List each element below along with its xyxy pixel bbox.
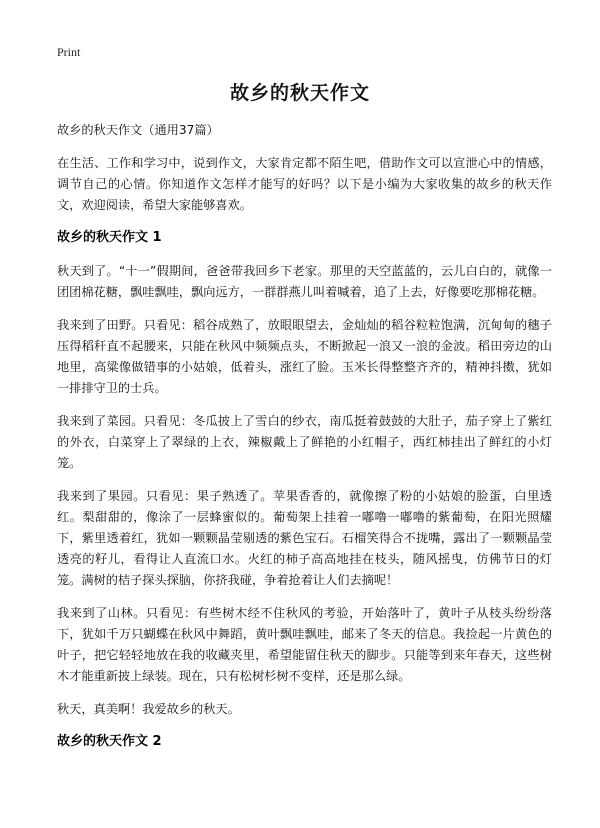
paragraph: 秋天到了。“十一”假期间，爸爸带我回乡下老家。那里的天空蓝蓝的，云儿白白的，就像一团团棉花糖，飘哇飘哇，飘向远方，一群群燕儿叫着喊着，追了上去，好像要吃那棉花糖。 xyxy=(57,264,552,299)
article-subtitle: 故乡的秋天作文（通用37篇） xyxy=(57,123,219,137)
print-link[interactable]: Print xyxy=(57,45,81,59)
paragraph: 我来到了山林。只看见：有些树木经不住秋风的考验，开始落叶了，黄叶子从枝头纷纷落下，犹如千万只蝴蝶在秋风中舞蹈，黄叶飘哇飘哇，邮来了冬天的信息。我捡起一片黄色的叶子，把它轻轻地放在我的收藏夹里，希望能留住秋天的脚步。只能等到来年春天，这些树木才能重新披上绿装。现在，只有松树杉树不变样，还是那么绿。 xyxy=(57,606,552,683)
section-heading: 故乡的秋天作文 2 xyxy=(57,734,162,749)
page-title: 故乡的秋天作文 xyxy=(229,82,370,104)
article-body xyxy=(57,120,552,765)
paragraph: 秋天，真美啊！我爱故乡的秋天。 xyxy=(57,702,240,716)
section-heading: 故乡的秋天作文 1 xyxy=(57,230,162,245)
intro-paragraph: 在生活、工作和学习中，说到作文，大家肯定都不陌生吧，借助作文可以宣泄心中的情感，调节自己的心情。你知道作文怎样才能写的好吗？以下是小编为大家收集的故乡的秋天作文，欢迎阅读，希望大家能够喜欢。 xyxy=(57,156,552,212)
paragraph: 我来到了田野。只看见：稻谷成熟了，放眼眼望去，金灿灿的稻谷粒粒饱满，沉甸甸的穗子压得稻秆直不起腰来，只能在秋风中频频点头，不断掀起一浪又一浪的金波。稻田旁边的山地里，高粱像做错事的小姑娘，低着头，涨红了脸。玉米长得整整齐齐的，精神抖擞，犹如一排排守卫的士兵。 xyxy=(57,318,552,395)
paragraph: 我来到了菜园。只看见：冬瓜披上了雪白的纱衣，南瓜挺着鼓鼓的大肚子，茄子穿上了紫红的外衣，白菜穿上了翠绿的上衣，辣椒戴上了鲜艳的小红帽子，西红柿挂出了鲜红的小灯笼。 xyxy=(57,414,552,470)
paragraph: 我来到了果园。只看见：果子熟透了。苹果香香的，就像擦了粉的小姑娘的脸蛋，白里透红。梨甜甜的，像涂了一层蜂蜜似的。葡萄架上挂着一嘟噜一嘟噜的紫葡萄，在阳光照耀下，紫里透着红，犹如一颗颗晶莹剔透的紫色宝石。石榴笑得合不拢嘴，露出了一颗颗晶莹透亮的籽儿，看得让人直流口水。火红的柿子高高地挂在枝头，随风摇曳，仿佛节日的灯笼。满树的桔子探头探脑，你挤我碰，争着抢着让人们去摘呢！ xyxy=(57,489,552,587)
